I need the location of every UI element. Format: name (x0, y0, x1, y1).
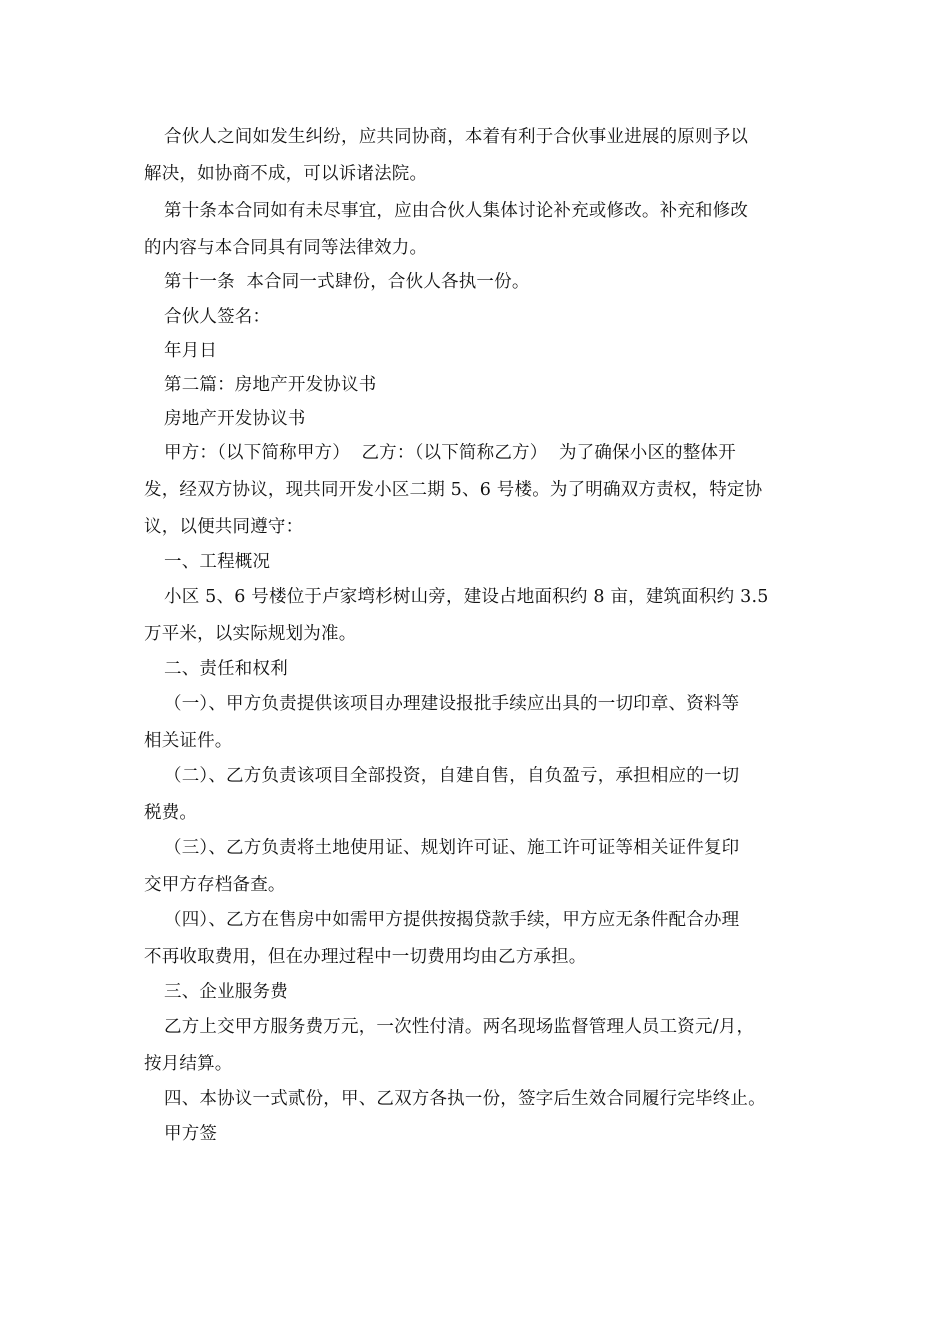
section-heading: 第二篇：房地产开发协议书 (164, 375, 377, 395)
paragraph-line: 四、本协议一式贰份，甲、乙双方各执一份，签字后生效合同履行完毕终止。 (164, 1089, 766, 1109)
paragraph-line: （二）、乙方负责该项目全部投资，自建自售，自负盈亏，承担相应的一切 (164, 766, 740, 786)
paragraph-line: 小区 5、6 号楼位于卢家塆杉树山旁，建设占地面积约 8 亩，建筑面积约 3.5 (164, 587, 769, 607)
paragraph-line: 合伙人签名： (164, 307, 271, 327)
paragraph-line: 解决，如协商不成，可以诉诸法院。 (144, 164, 428, 184)
paragraph-line: 万平米，以实际规划为准。 (144, 624, 357, 644)
paragraph-line: 甲方：（以下简称甲方） 乙方：（以下简称乙方） 为了确保小区的整体开 (164, 443, 736, 463)
paragraph-line: 发，经双方协议，现共同开发小区二期 5、6 号楼。为了明确双方责权，特定协 (144, 480, 763, 500)
paragraph-line: 按月结算。 (144, 1054, 233, 1074)
paragraph-line: （三）、乙方负责将土地使用证、规划许可证、施工许可证等相关证件复印 (164, 838, 740, 858)
paragraph-line: 议，以便共同遵守： (144, 517, 304, 537)
section-heading: 三、企业服务费 (164, 982, 288, 1002)
paragraph-line: （一）、甲方负责提供该项目办理建设报批手续应出具的一切印章、资料等 (164, 694, 740, 714)
section-heading: 一、工程概况 (164, 552, 271, 572)
paragraph-line: 年月日 (164, 341, 218, 361)
signature-line: 甲方签 (164, 1124, 218, 1144)
paragraph-line: （四）、乙方在售房中如需甲方提供按揭贷款手续，甲方应无条件配合办理 (164, 910, 740, 930)
paragraph-line: 合伙人之间如发生纠纷，应共同协商，本着有利于合伙事业进展的原则予以 (164, 127, 749, 147)
paragraph-line: 的内容与本合同具有同等法律效力。 (144, 238, 428, 258)
paragraph-line: 第十一条 本合同一式肆份，合伙人各执一份。 (164, 272, 530, 292)
paragraph-line: 乙方上交甲方服务费万元，一次性付清。两名现场监督管理人员工资元/月， (164, 1017, 755, 1037)
section-heading: 二、责任和权利 (164, 659, 288, 679)
paragraph-line: 税费。 (144, 803, 198, 823)
paragraph-line: 交甲方存档备查。 (144, 875, 286, 895)
paragraph-line: 不再收取费用，但在办理过程中一切费用均由乙方承担。 (144, 947, 587, 967)
paragraph-line: 相关证件。 (144, 731, 233, 751)
document-title: 房地产开发协议书 (164, 409, 306, 429)
paragraph-line: 第十条本合同如有未尽事宜，应由合伙人集体讨论补充或修改。补充和修改 (164, 201, 749, 221)
